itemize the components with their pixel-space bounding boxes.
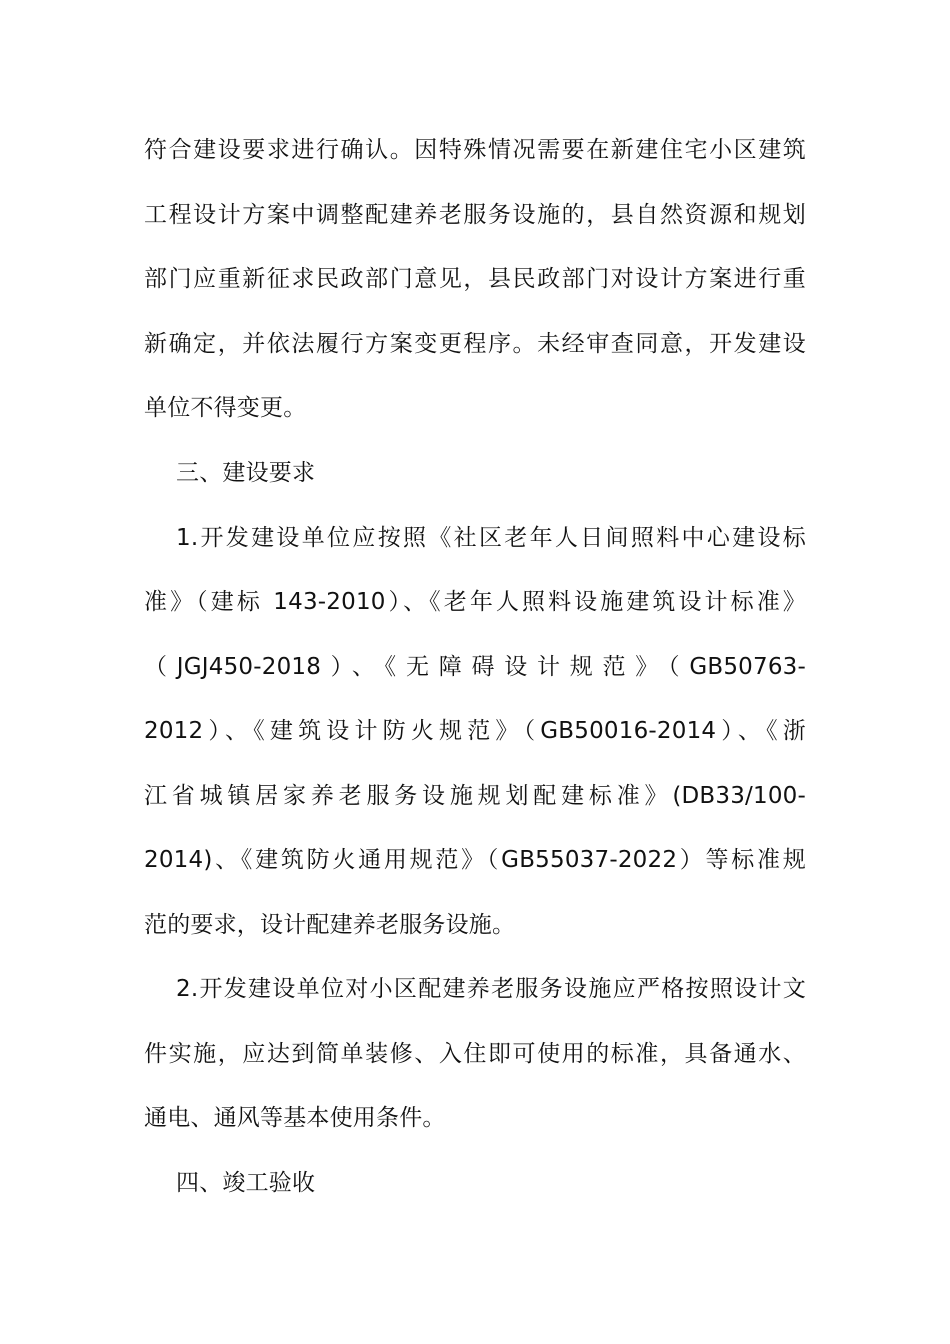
paragraph-line-5: 单位不得变更。 xyxy=(144,395,307,421)
item-1-line-3: （JGJ450-2018）、《无障碍设计规范》（GB50763- xyxy=(144,654,806,680)
paragraph-line-4: 新确定，并依法履行方案变更程序。未经审查同意，开发建设 xyxy=(144,331,806,357)
item-1-line-6: 2014)、《建筑防火通用规范》（GB55037-2022）等标准规 xyxy=(144,847,806,873)
item-1-line-2: 准》（建标 143-2010）、《老年人照料设施建筑设计标准》 xyxy=(144,589,806,615)
item-1-line-4: 2012）、《建筑设计防火规范》（GB50016-2014）、《浙 xyxy=(144,718,806,744)
item-2-line-2: 件实施，应达到简单装修、入住即可使用的标准，具备通水、 xyxy=(144,1041,806,1067)
section-heading-3: 三、建设要求 xyxy=(176,460,316,486)
item-1-line-7: 范的要求，设计配建养老服务设施。 xyxy=(144,912,516,938)
paragraph-line-3: 部门应重新征求民政部门意见，县民政部门对设计方案进行重 xyxy=(144,266,806,292)
item-2-line-1: 2.开发建设单位对小区配建养老服务设施应严格按照设计文 xyxy=(176,976,806,1002)
item-1-line-5: 江省城镇居家养老服务设施规划配建标准》(DB33/100- xyxy=(144,783,806,809)
section-heading-4: 四、竣工验收 xyxy=(176,1170,316,1196)
item-2-line-3: 通电、通风等基本使用条件。 xyxy=(144,1105,446,1131)
paragraph-line-1: 符合建设要求进行确认。因特殊情况需要在新建住宅小区建筑 xyxy=(144,137,806,163)
paragraph-line-2: 工程设计方案中调整配建养老服务设施的，县自然资源和规划 xyxy=(144,202,806,228)
item-1-line-1: 1.开发建设单位应按照《社区老年人日间照料中心建设标 xyxy=(176,525,806,551)
